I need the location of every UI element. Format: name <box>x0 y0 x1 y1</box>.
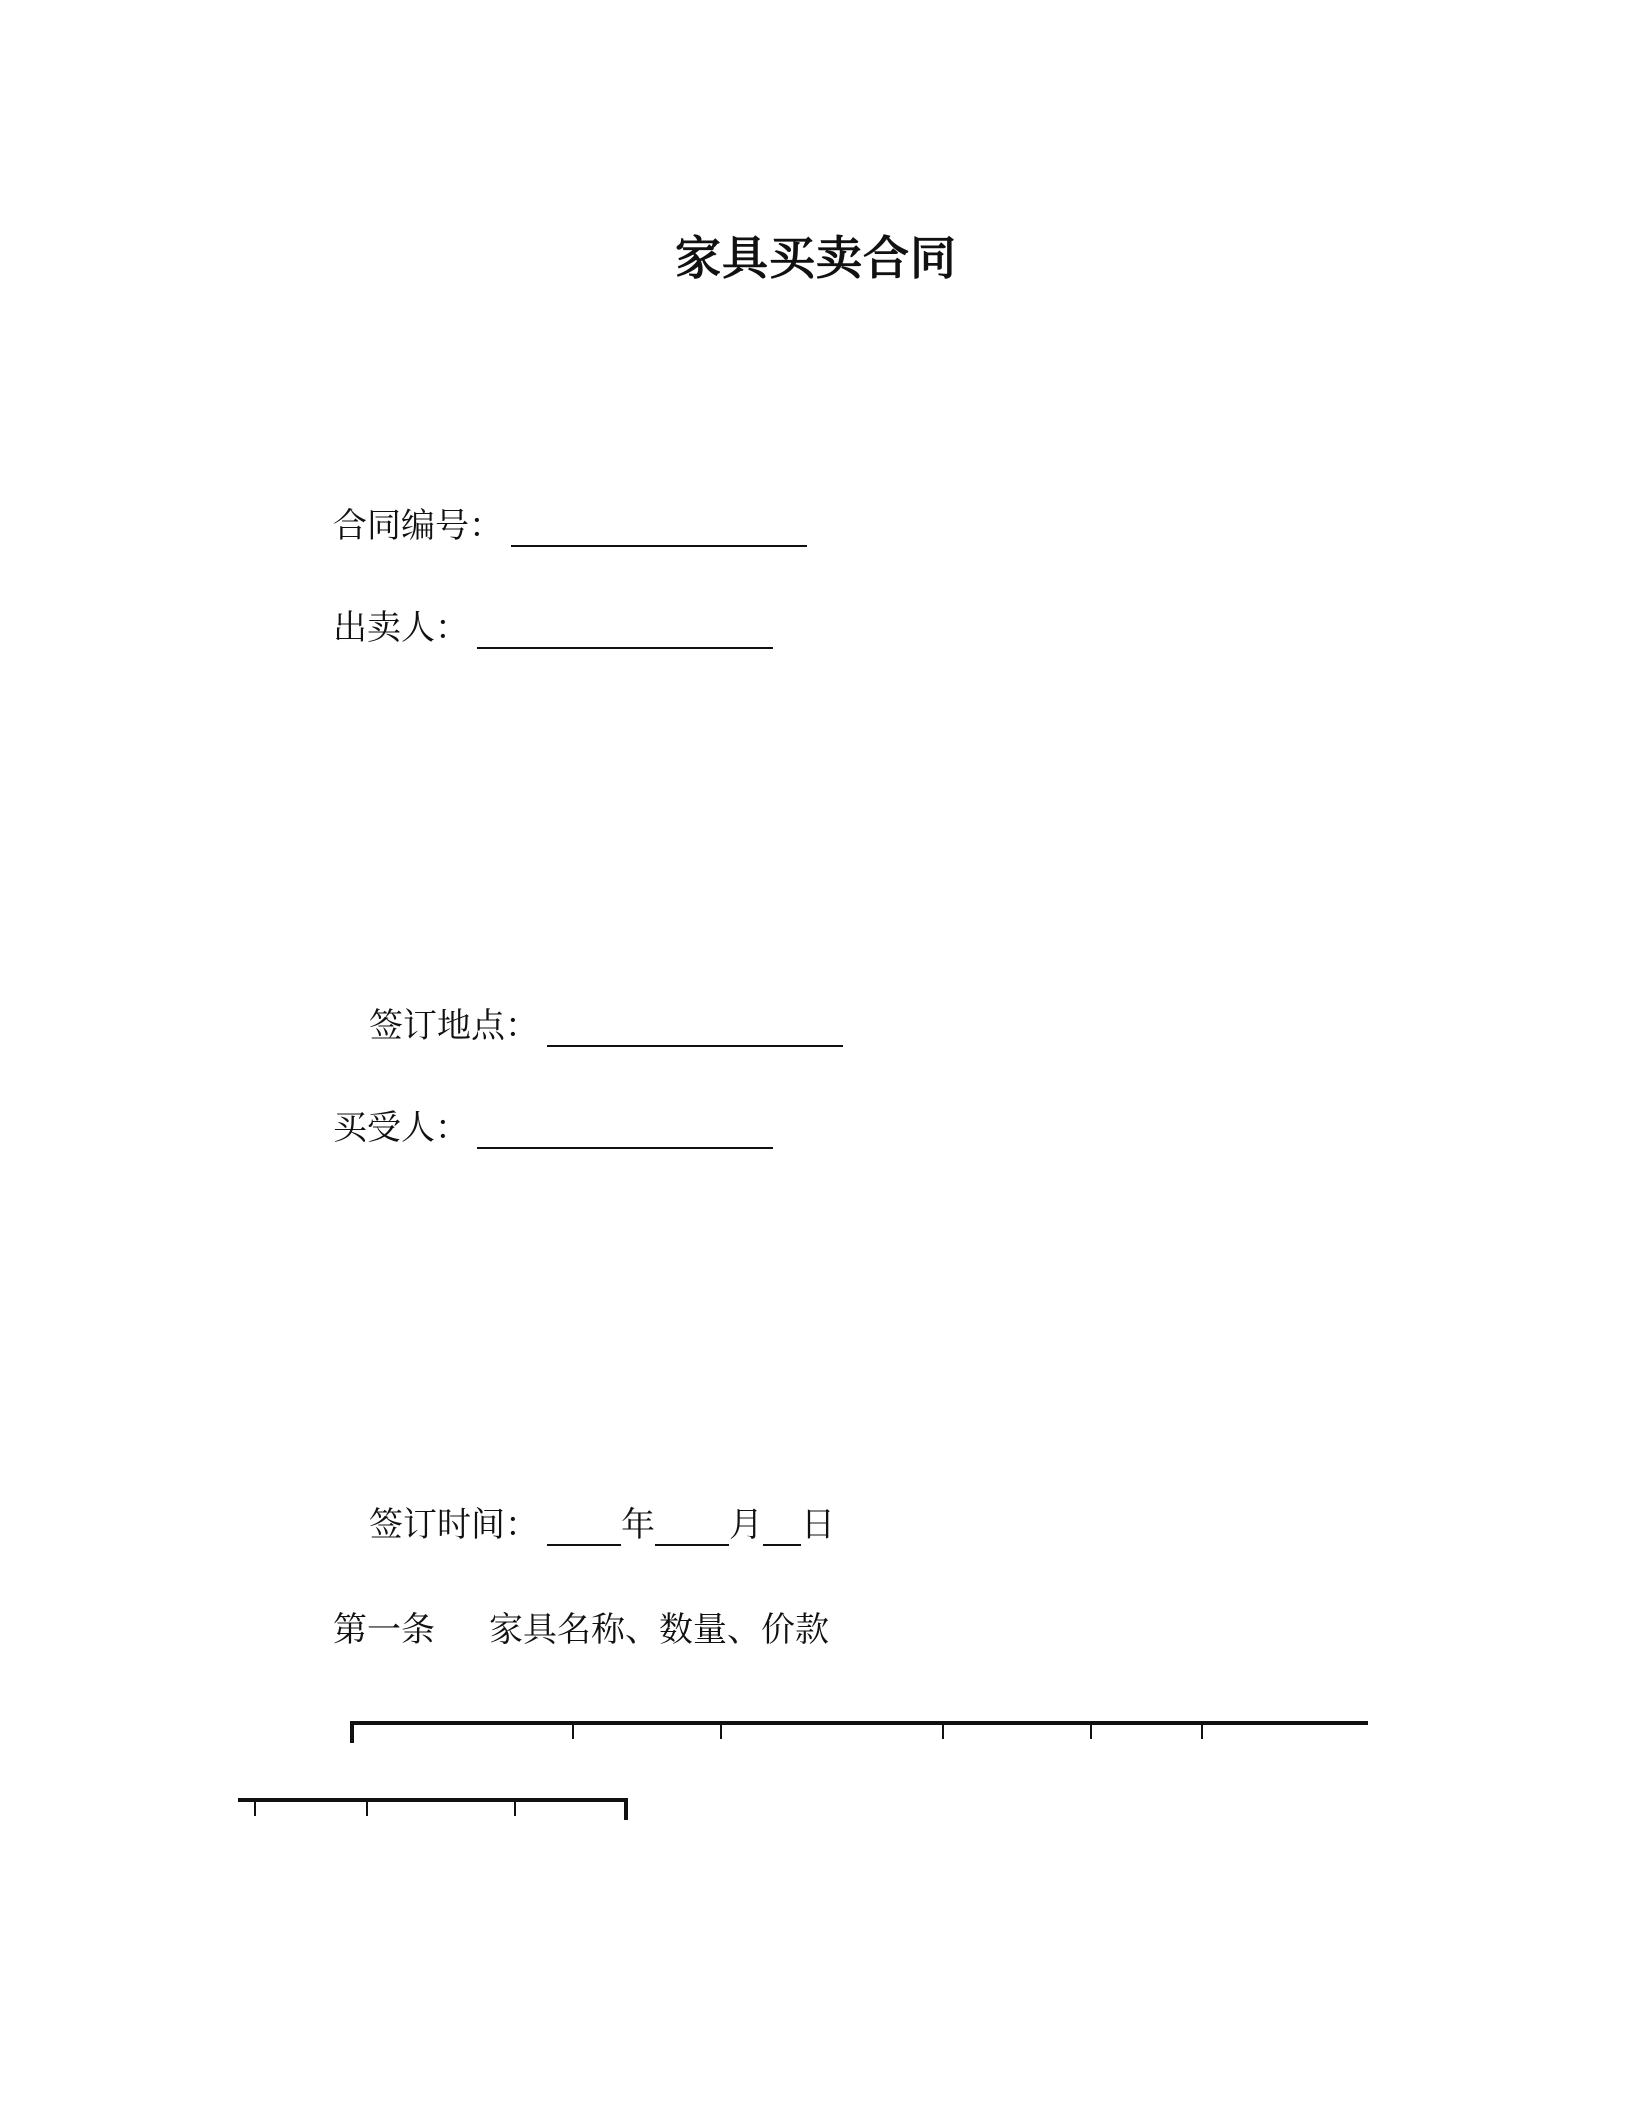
clause-1-heading <box>333 1602 829 1651</box>
clause-1-spacer <box>435 1610 489 1650</box>
signing-time-label: 签订时间： <box>369 1505 539 1545</box>
table-rule-2 <box>238 1798 628 1802</box>
year-label: 年 <box>621 1505 655 1545</box>
month-blank[interactable] <box>655 1508 729 1546</box>
document-title: 家具买卖合同 <box>675 231 957 285</box>
month-label: 月 <box>729 1505 763 1545</box>
day-label: 日 <box>801 1505 835 1545</box>
table-rule-2-tick <box>514 1798 516 1816</box>
table-rule-1-tick <box>572 1721 574 1739</box>
buyer-label: 买受人： <box>333 1108 469 1148</box>
signing-place-row <box>369 998 843 1047</box>
clause-1-number: 第一条 <box>333 1610 435 1650</box>
contract-number-row <box>333 498 807 547</box>
signing-place-blank[interactable] <box>547 1009 843 1047</box>
buyer-row <box>333 1100 773 1149</box>
contract-number-label: 合同编号： <box>333 506 503 546</box>
day-blank[interactable] <box>763 1508 801 1546</box>
table-rule-2-tick <box>366 1798 368 1816</box>
table-rule-1-tick <box>942 1721 944 1739</box>
table-rule-1-tick <box>1201 1721 1203 1739</box>
signing-place-label: 签订地点： <box>369 1006 539 1046</box>
seller-label: 出卖人： <box>333 608 469 648</box>
seller-row <box>333 600 773 649</box>
table-rule-1-tick <box>1090 1721 1092 1739</box>
seller-blank[interactable] <box>477 611 773 649</box>
table-rule-1 <box>350 1721 1368 1725</box>
buyer-blank[interactable] <box>477 1111 773 1149</box>
table-rule-1-left-tick <box>350 1721 354 1743</box>
contract-number-blank[interactable] <box>511 509 807 547</box>
table-rule-2-right-tick <box>624 1798 628 1820</box>
table-rule-2-tick <box>254 1798 256 1816</box>
clause-1-title: 家具名称、数量、价款 <box>489 1610 830 1650</box>
table-rule-1-tick <box>720 1721 722 1739</box>
signing-time-row <box>369 1497 835 1546</box>
year-blank[interactable] <box>547 1508 621 1546</box>
